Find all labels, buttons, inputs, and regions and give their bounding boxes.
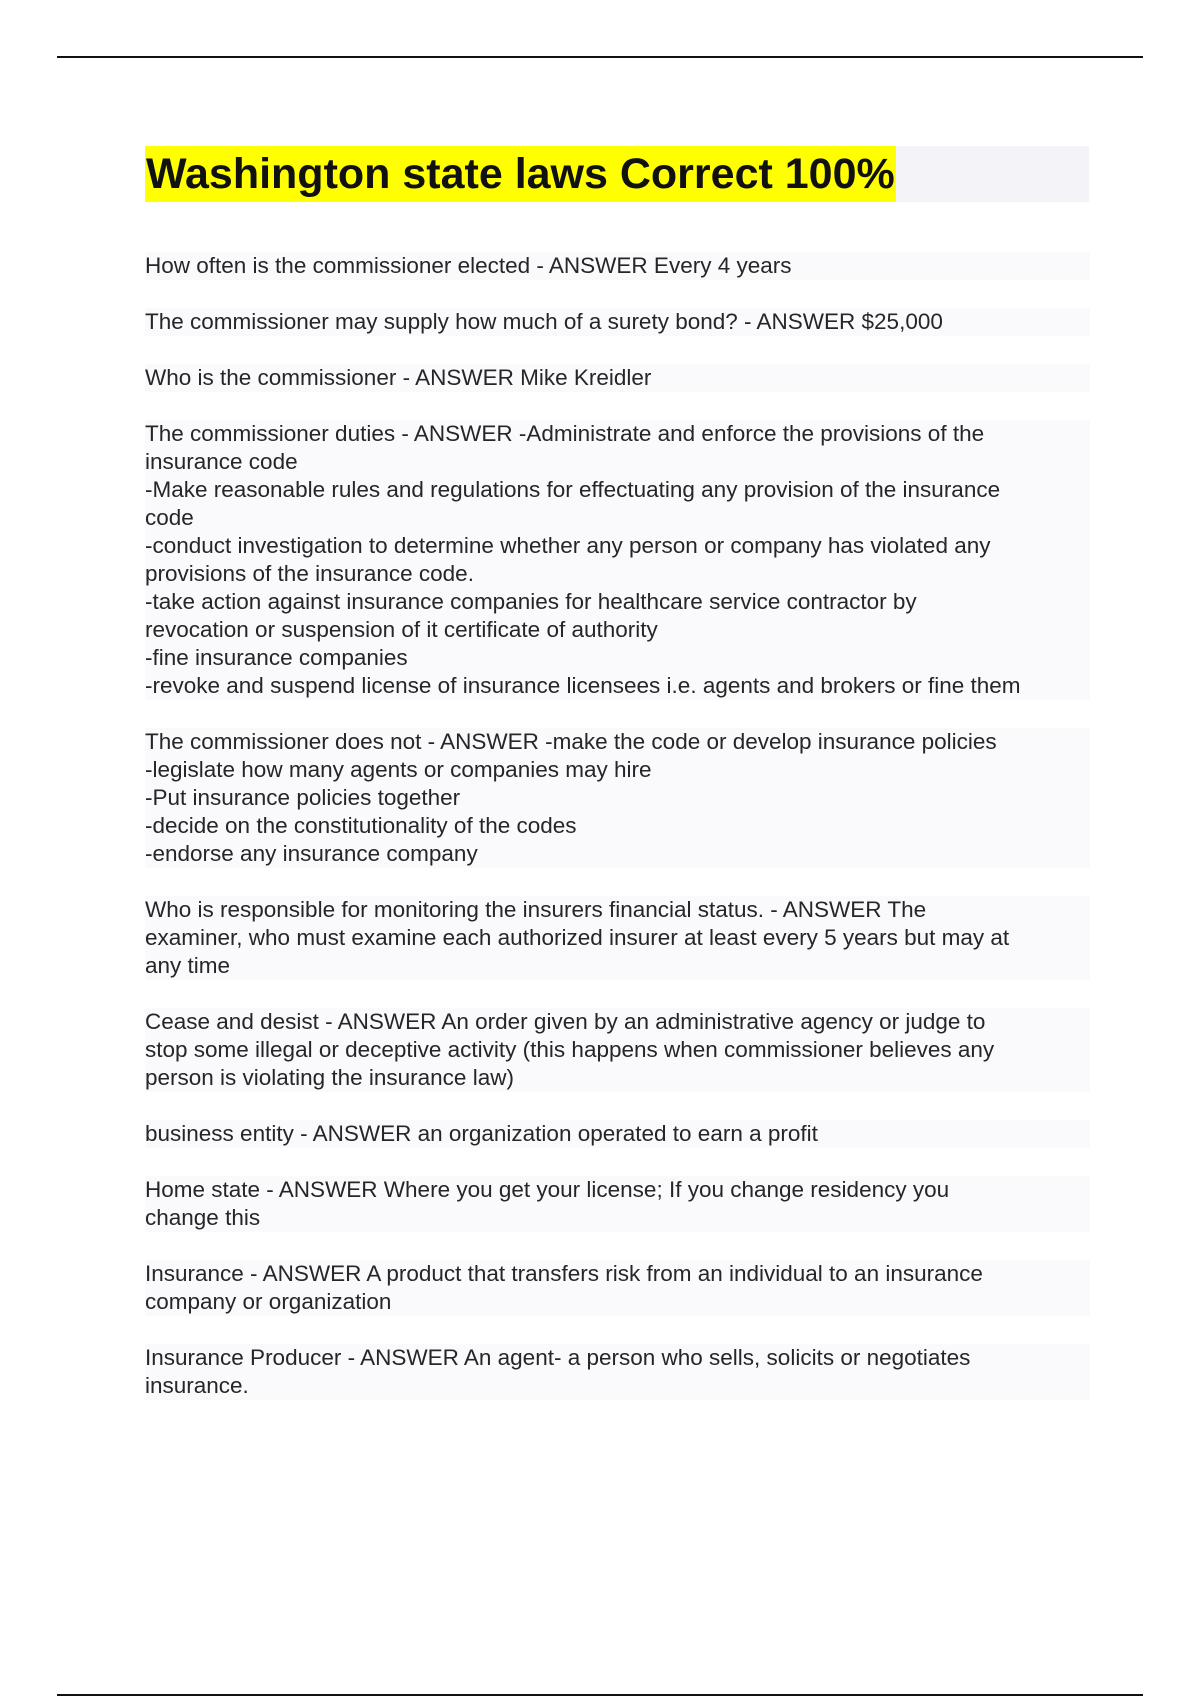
qa-entry: business entity - ANSWER an organization operated to earn a profit bbox=[145, 1120, 1090, 1148]
qa-list bbox=[145, 252, 1090, 1400]
title-block bbox=[145, 146, 1089, 202]
document-title: Washington state laws Correct 100% bbox=[145, 146, 896, 202]
qa-entry: Cease and desist - ANSWER An order given by an administrative agency or judge to stop some illegal or deceptive activity (this happens when commissioner believes any person is violating the insurance law) bbox=[145, 1008, 1090, 1092]
bottom-rule bbox=[57, 1694, 1143, 1696]
top-rule bbox=[57, 56, 1143, 58]
document-body bbox=[145, 146, 1090, 1428]
qa-entry: Who is the commissioner - ANSWER Mike Kreidler bbox=[145, 364, 1090, 392]
qa-entry: Insurance - ANSWER A product that transfers risk from an individual to an insurance company or organization bbox=[145, 1260, 1090, 1316]
qa-entry: Insurance Producer - ANSWER An agent- a person who sells, solicits or negotiates insurance. bbox=[145, 1344, 1090, 1400]
qa-entry: The commissioner does not - ANSWER -make the code or develop insurance policies -legislate how many agents or companies may hire -Put insurance policies together -decide on the constitutionality of the codes -endorse any insurance company bbox=[145, 728, 1090, 868]
qa-entry: Who is responsible for monitoring the insurers financial status. - ANSWER The examiner, who must examine each authorized insurer at least every 5 years but may at any time bbox=[145, 896, 1090, 980]
qa-entry: The commissioner duties - ANSWER -Administrate and enforce the provisions of the insurance code -Make reasonable rules and regulations for effectuating any provision of the insurance code -conduct investigation to determine whether any person or company has violated any provisions of the insurance code. -take action against insurance companies for healthcare service contractor by revocation or suspension of it certificate of authority -fine insurance companies -revoke and suspend license of insurance licensees i.e. agents and brokers or fine them bbox=[145, 420, 1090, 700]
qa-entry: Home state - ANSWER Where you get your license; If you change residency you change this bbox=[145, 1176, 1090, 1232]
qa-entry: How often is the commissioner elected - ANSWER Every 4 years bbox=[145, 252, 1090, 280]
qa-entry: The commissioner may supply how much of a surety bond? - ANSWER $25,000 bbox=[145, 308, 1090, 336]
